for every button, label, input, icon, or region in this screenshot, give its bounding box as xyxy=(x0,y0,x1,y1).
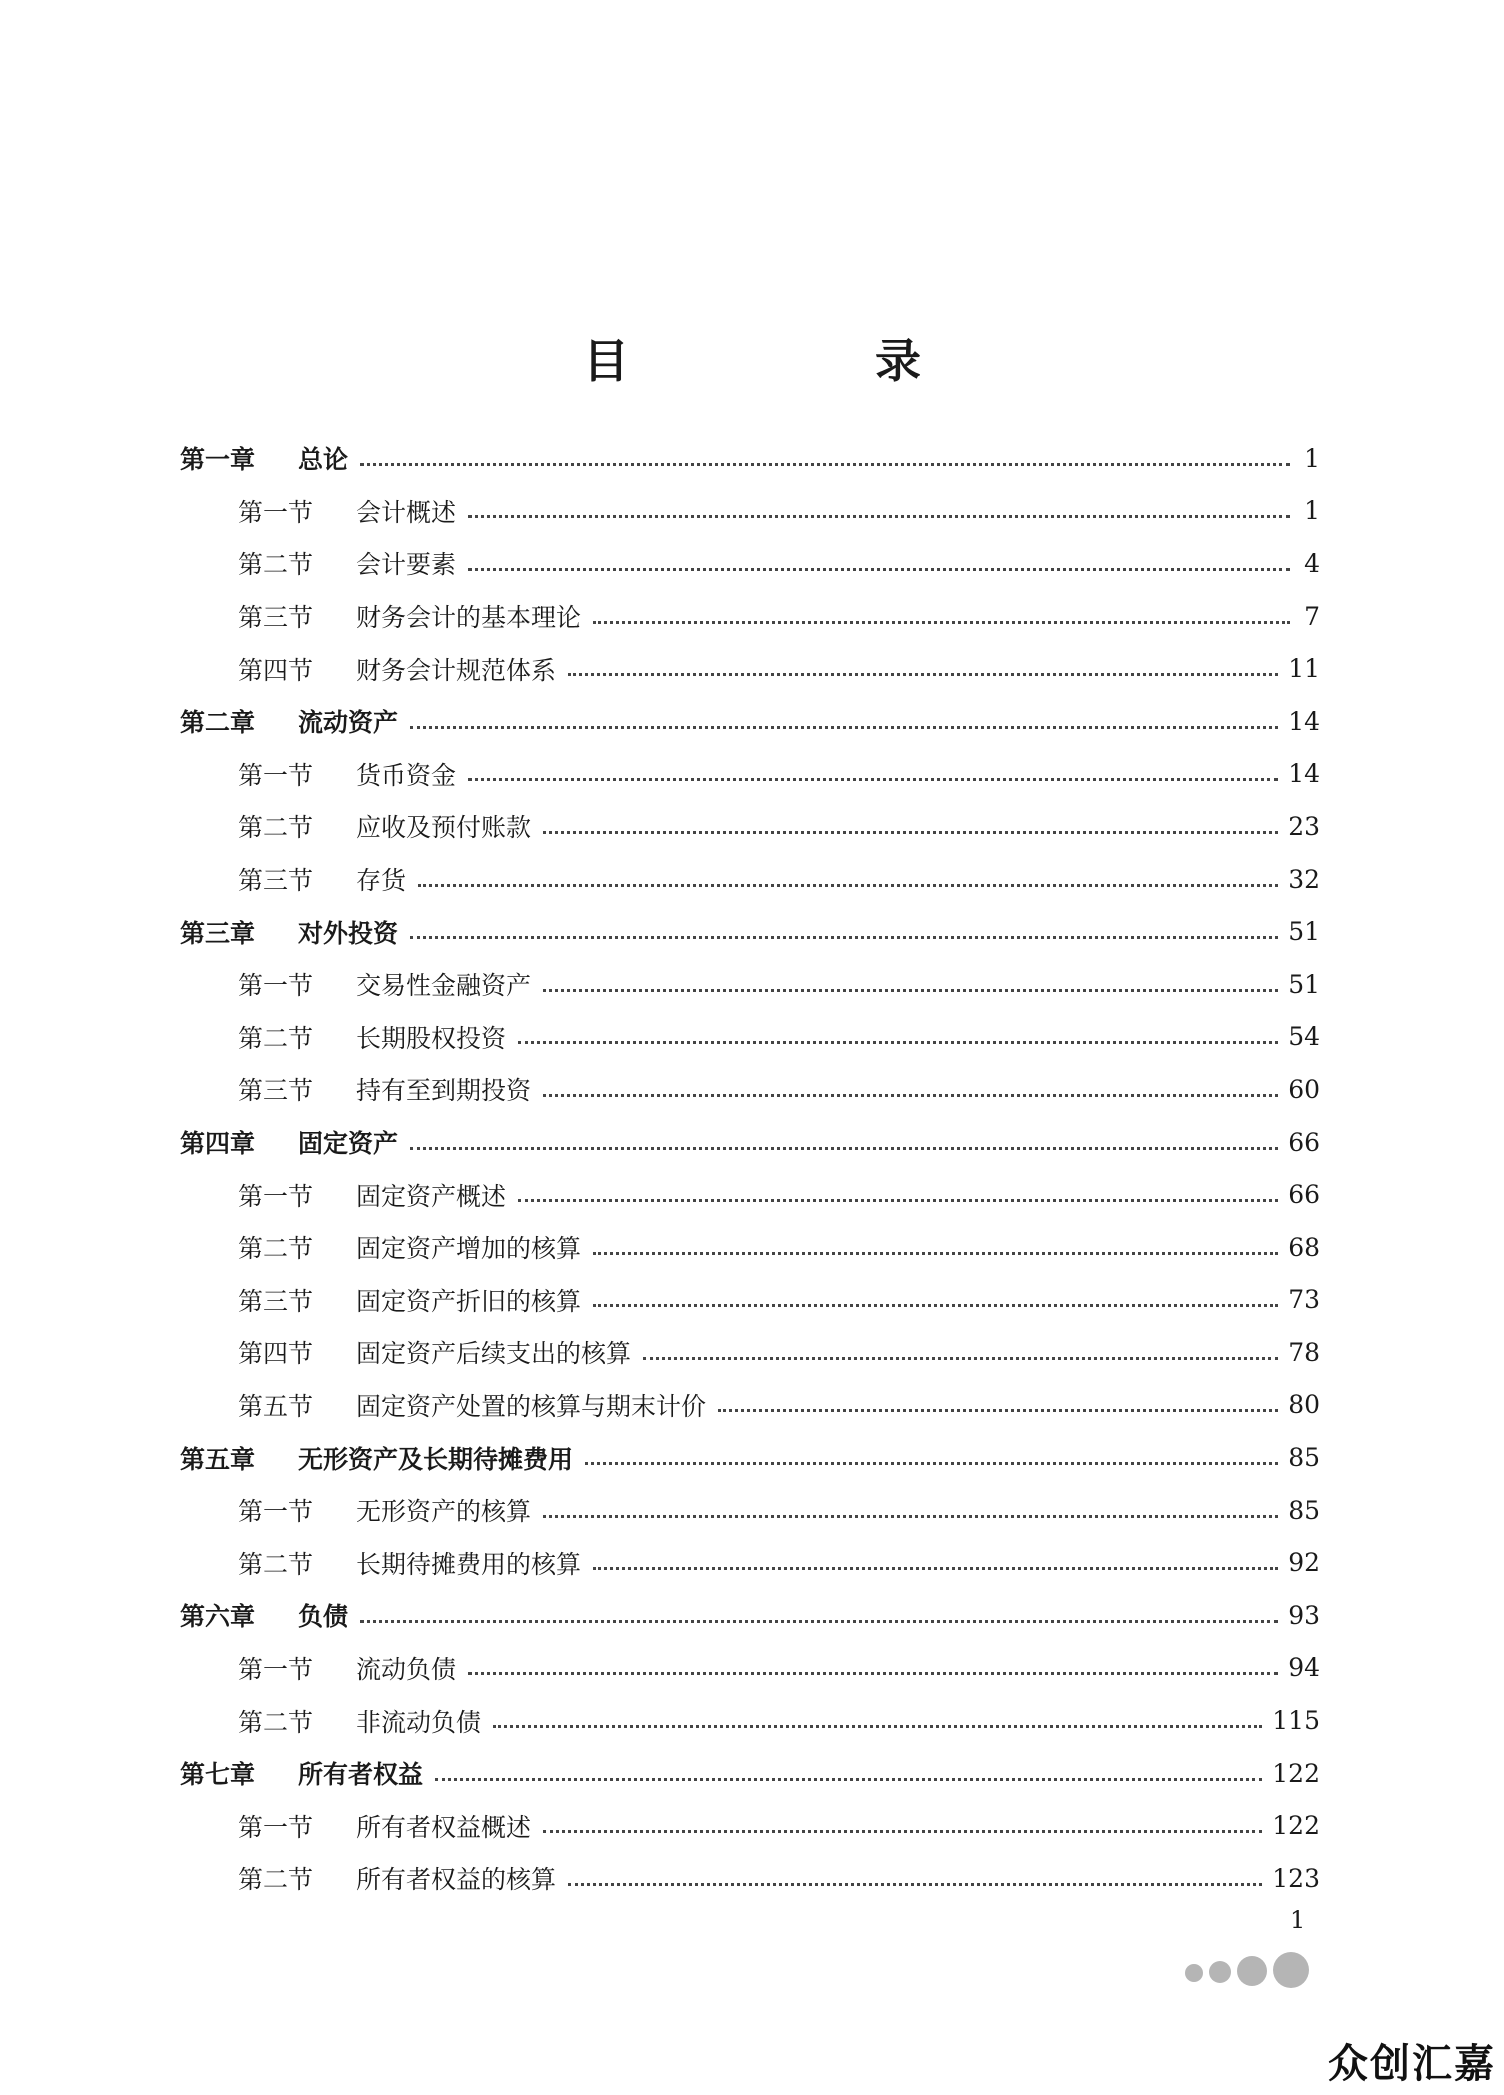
dot-icon xyxy=(1209,1961,1231,1983)
dot-leader xyxy=(360,1616,1278,1623)
toc-section-entry[interactable] xyxy=(180,1694,1320,1747)
watermark-logo: 众创汇嘉 xyxy=(1328,2041,1496,2087)
toc-entry-number: 第二节 xyxy=(238,813,314,843)
toc-entry-page: 14 xyxy=(1288,706,1320,736)
toc-entry-page: 66 xyxy=(1288,1180,1320,1210)
toc-entry-title: 长期待摊费用的核算 xyxy=(356,1549,582,1579)
toc-entry-page: 80 xyxy=(1288,1390,1320,1420)
toc-entry-page: 60 xyxy=(1288,1074,1320,1104)
dot-leader xyxy=(468,511,1290,518)
toc-section-entry[interactable] xyxy=(180,853,1320,906)
toc-entry-number: 第五章 xyxy=(180,1444,256,1474)
toc-entry-title: 所有者权益 xyxy=(298,1760,424,1790)
toc-entry-title: 存货 xyxy=(356,866,407,896)
dot-leader xyxy=(543,1826,1262,1833)
toc-entry-page: 4 xyxy=(1304,548,1320,578)
toc-entry-number: 第二节 xyxy=(238,1023,314,1053)
toc-entry-title: 长期股权投资 xyxy=(356,1023,507,1053)
toc-entry-page: 7 xyxy=(1304,601,1320,631)
toc-entry-title: 所有者权益概述 xyxy=(356,1812,532,1842)
toc-entry-number: 第四章 xyxy=(180,1129,256,1159)
toc-entry-title: 固定资产 xyxy=(298,1129,399,1159)
toc-entry-number: 第三节 xyxy=(238,603,314,633)
toc-entry-title: 货币资金 xyxy=(356,760,457,790)
toc-entry-page: 1 xyxy=(1304,443,1320,473)
toc-entry-number: 第一节 xyxy=(238,1181,314,1211)
toc-entry-number: 第二节 xyxy=(238,1549,314,1579)
dot-icon xyxy=(1237,1956,1267,1986)
toc-entry-title: 会计要素 xyxy=(356,550,457,580)
toc-chapter-entry[interactable] xyxy=(180,1431,1320,1484)
page-title: 目 录 xyxy=(583,334,1021,388)
dot-leader xyxy=(418,880,1278,887)
dot-leader xyxy=(568,1879,1262,1886)
toc-chapter-entry[interactable] xyxy=(180,432,1320,485)
toc-entry-number: 第五节 xyxy=(238,1391,314,1421)
toc-section-entry[interactable] xyxy=(180,1536,1320,1589)
toc-entry-title: 非流动负债 xyxy=(356,1707,482,1737)
toc-entry-page: 85 xyxy=(1288,1443,1320,1473)
toc-entry-number: 第二节 xyxy=(238,550,314,580)
toc-entry-title: 总论 xyxy=(298,445,349,475)
toc-entry-number: 第一节 xyxy=(238,1654,314,1684)
toc-entry-number: 第二章 xyxy=(180,708,256,738)
dot-leader xyxy=(410,1143,1278,1150)
dot-leader xyxy=(643,1353,1278,1360)
toc-entry-title: 固定资产概述 xyxy=(356,1181,507,1211)
toc-entry-page: 122 xyxy=(1272,1811,1320,1841)
graduated-dots-icon xyxy=(1185,1950,1325,1990)
toc-entry-title: 负债 xyxy=(298,1602,349,1632)
toc-entry-number: 第三节 xyxy=(238,1076,314,1106)
toc-entry-page: 68 xyxy=(1288,1232,1320,1262)
toc-entry-page: 94 xyxy=(1288,1653,1320,1683)
toc-chapter-entry[interactable] xyxy=(180,1116,1320,1169)
toc-entry-page: 66 xyxy=(1288,1127,1320,1157)
toc-entry-page: 11 xyxy=(1288,654,1320,684)
toc-entry-title: 持有至到期投资 xyxy=(356,1076,532,1106)
toc-entry-title: 所有者权益的核算 xyxy=(356,1865,557,1895)
toc-section-entry[interactable] xyxy=(180,485,1320,538)
toc-entry-title: 固定资产折旧的核算 xyxy=(356,1286,582,1316)
toc-chapter-entry[interactable] xyxy=(180,1589,1320,1642)
toc-entry-number: 第七章 xyxy=(180,1760,256,1790)
toc-entry-title: 交易性金融资产 xyxy=(356,971,532,1001)
toc-section-entry[interactable] xyxy=(180,1379,1320,1432)
toc-entry-title: 财务会计规范体系 xyxy=(356,655,557,685)
toc-entry-title: 流动资产 xyxy=(298,708,399,738)
dot-icon xyxy=(1185,1964,1203,1982)
toc-entry-title: 对外投资 xyxy=(298,918,399,948)
toc-entry-number: 第一节 xyxy=(238,1497,314,1527)
toc-entry-number: 第六章 xyxy=(180,1602,256,1632)
toc-entry-number: 第一节 xyxy=(238,760,314,790)
toc-entry-number: 第一节 xyxy=(238,1812,314,1842)
dot-leader xyxy=(360,459,1290,466)
toc-entry-number: 第一节 xyxy=(238,497,314,527)
toc-entry-page: 93 xyxy=(1288,1600,1320,1630)
dot-icon xyxy=(1273,1952,1309,1988)
toc-entry-number: 第三节 xyxy=(238,1286,314,1316)
dot-leader xyxy=(593,617,1290,624)
toc-entry-number: 第四节 xyxy=(238,655,314,685)
toc-entry-number: 第二节 xyxy=(238,1865,314,1895)
toc-section-entry[interactable] xyxy=(180,590,1320,643)
toc-entry-page: 32 xyxy=(1288,864,1320,894)
dot-leader xyxy=(468,564,1290,571)
toc-entry-title: 财务会计的基本理论 xyxy=(356,603,582,633)
toc-entry-page: 51 xyxy=(1288,969,1320,999)
toc-entry-page: 115 xyxy=(1272,1706,1320,1736)
dot-leader xyxy=(468,774,1278,781)
toc-entry-page: 123 xyxy=(1272,1863,1320,1893)
toc-section-entry[interactable] xyxy=(180,1011,1320,1064)
toc-entry-title: 无形资产的核算 xyxy=(356,1497,532,1527)
dot-leader xyxy=(468,1668,1278,1675)
dot-leader xyxy=(718,1405,1278,1412)
dot-leader xyxy=(518,1037,1278,1044)
toc-section-entry[interactable] xyxy=(180,958,1320,1011)
toc-entry-number: 第四节 xyxy=(238,1339,314,1369)
dot-leader xyxy=(593,1248,1278,1255)
toc-entry-page: 23 xyxy=(1288,811,1320,841)
toc-section-entry[interactable] xyxy=(180,800,1320,853)
footer-page-number: 1 xyxy=(1290,1906,1306,1934)
toc-entry-title: 无形资产及长期待摊费用 xyxy=(298,1444,574,1474)
toc-entry-page: 54 xyxy=(1288,1022,1320,1052)
dot-leader xyxy=(593,1563,1278,1570)
dot-leader xyxy=(543,1511,1278,1518)
toc-entry-number: 第三章 xyxy=(180,918,256,948)
toc-entry-number: 第二节 xyxy=(238,1234,314,1264)
toc-entry-page: 78 xyxy=(1288,1337,1320,1367)
dot-leader xyxy=(543,985,1278,992)
dot-leader xyxy=(593,1300,1278,1307)
toc-section-entry[interactable] xyxy=(180,1221,1320,1274)
toc-section-entry[interactable] xyxy=(180,1642,1320,1695)
toc-entry-page: 85 xyxy=(1288,1495,1320,1525)
dot-leader xyxy=(543,1090,1278,1097)
toc-entry-number: 第一节 xyxy=(238,971,314,1001)
toc-chapter-entry[interactable] xyxy=(180,695,1320,748)
toc-entry-page: 73 xyxy=(1288,1285,1320,1315)
toc-entry-page: 14 xyxy=(1288,759,1320,789)
toc-section-entry[interactable] xyxy=(180,537,1320,590)
dot-leader xyxy=(585,1458,1278,1465)
dot-leader xyxy=(493,1721,1262,1728)
toc-entry-number: 第二节 xyxy=(238,1707,314,1737)
toc-entry-number: 第一章 xyxy=(180,445,256,475)
toc-section-entry[interactable] xyxy=(180,1274,1320,1327)
dot-leader xyxy=(543,827,1278,834)
toc-entry-title: 固定资产增加的核算 xyxy=(356,1234,582,1264)
dot-leader xyxy=(410,722,1278,729)
toc-entry-title: 固定资产后续支出的核算 xyxy=(356,1339,632,1369)
dot-leader xyxy=(518,1195,1278,1202)
toc-section-entry[interactable] xyxy=(180,1799,1320,1852)
toc-entry-page: 1 xyxy=(1304,496,1320,526)
toc-entry-page: 51 xyxy=(1288,917,1320,947)
toc-section-entry[interactable] xyxy=(180,1326,1320,1379)
toc-entry-title: 应收及预付账款 xyxy=(356,813,532,843)
toc-section-entry[interactable] xyxy=(180,1484,1320,1537)
toc-chapter-entry[interactable] xyxy=(180,905,1320,958)
dot-leader xyxy=(568,669,1278,676)
toc-section-entry[interactable] xyxy=(180,748,1320,801)
dot-leader xyxy=(410,932,1278,939)
toc-section-entry[interactable] xyxy=(180,1168,1320,1221)
toc-entry-page: 92 xyxy=(1288,1548,1320,1578)
toc-entry-number: 第三节 xyxy=(238,866,314,896)
toc-entry-title: 流动负债 xyxy=(356,1654,457,1684)
toc-section-entry[interactable] xyxy=(180,642,1320,695)
toc-entry-title: 固定资产处置的核算与期末计价 xyxy=(356,1391,707,1421)
toc-chapter-entry[interactable] xyxy=(180,1747,1320,1800)
toc-section-entry[interactable] xyxy=(180,1063,1320,1116)
toc-entry-title: 会计概述 xyxy=(356,497,457,527)
toc-section-entry[interactable] xyxy=(180,1852,1320,1905)
table-of-contents xyxy=(180,432,1320,1905)
dot-leader xyxy=(435,1774,1262,1781)
toc-entry-page: 122 xyxy=(1272,1758,1320,1788)
